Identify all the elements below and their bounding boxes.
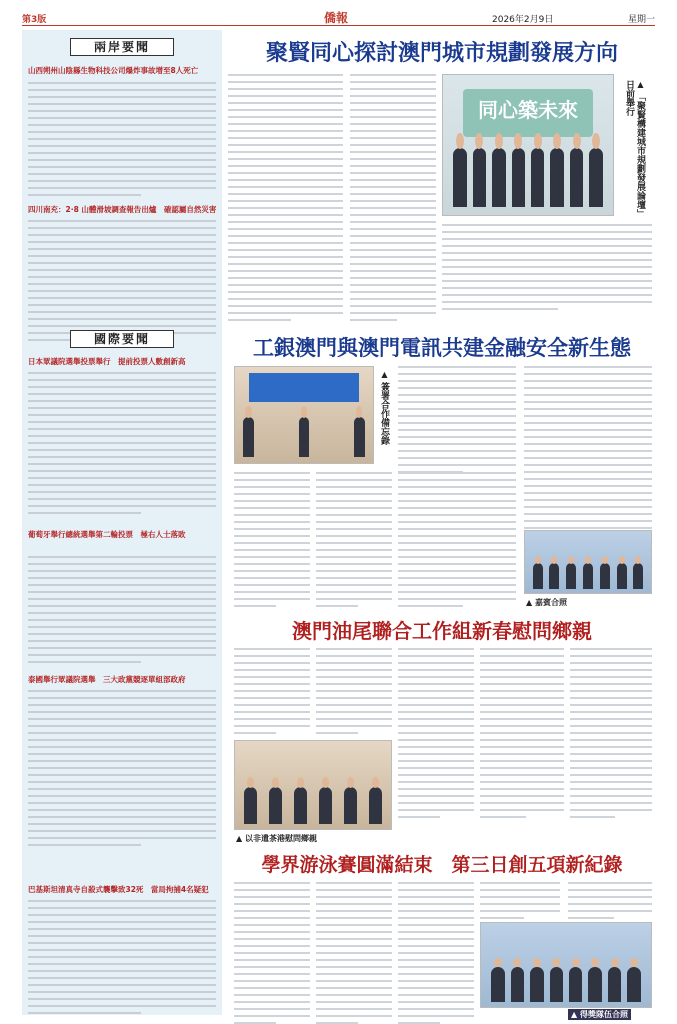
news-body (28, 556, 216, 668)
article-3-body (234, 648, 310, 739)
left-news-column (22, 30, 222, 1015)
article-4-photo (480, 922, 652, 1008)
article-4-body (568, 882, 652, 924)
news-body (28, 220, 216, 346)
section-heading-cross-strait: 兩岸要聞 (70, 38, 174, 56)
article-4-body (316, 882, 392, 1024)
article-2-photo (234, 366, 374, 464)
article-1-photo (442, 74, 614, 216)
triangle-marker-icon: ▲ (571, 1010, 578, 1019)
news-body (28, 372, 216, 519)
article-3-photo (234, 740, 392, 830)
triangle-marker-icon: ▲ (380, 370, 389, 379)
article-3-caption-text: 以非遺茶港慰問鄉親 (244, 834, 317, 843)
article-2-side-caption-text: 簽署合作備忘錄 (379, 382, 389, 446)
article-2-caption (526, 597, 567, 608)
article-3-body (398, 648, 474, 823)
main-news-column (228, 30, 656, 1019)
article-4-title: 學界游泳賽圓滿結束 第三日創五項新紀錄 (261, 854, 623, 876)
article-4-body (480, 882, 560, 924)
article-4-body (234, 882, 310, 1024)
article-1-body (442, 224, 652, 315)
news-headline: 巴基斯坦清真寺自殺式襲擊致32死 當局拘捕4名疑犯 (28, 885, 209, 894)
article-2-side-caption (378, 370, 390, 460)
newspaper-logo: 僑報 (324, 11, 349, 25)
article-4-caption (568, 1009, 631, 1020)
issue-date: 2026年2月9日 (492, 15, 554, 25)
signing-people (243, 417, 364, 457)
news-body (28, 82, 216, 201)
team-of-swimmers (491, 967, 641, 1002)
group-of-people (453, 148, 603, 207)
news-body (28, 690, 216, 851)
news-body (28, 900, 216, 1019)
article-4-caption-text: 得獎隊伍合照 (579, 1010, 628, 1019)
article-3-body (316, 648, 392, 739)
group-of-people (533, 563, 644, 589)
article-2-group-photo (524, 530, 652, 594)
article-2-caption-text: 嘉賓合照 (534, 598, 567, 607)
article-2-body (398, 472, 516, 612)
section-heading-international: 國際要聞 (70, 330, 174, 348)
article-2-body (398, 366, 516, 478)
article-1-body (350, 74, 436, 326)
news-headline: 葡萄牙舉行總統選舉第二輪投票 極右人士落敗 (28, 530, 186, 539)
article-1-caption-text: 「聚賢構建城市規劃發展論壇」日前舉行 (624, 80, 645, 214)
news-headline: 日本眾議院選舉投票舉行 提前投票人數創新高 (28, 357, 186, 366)
news-headline: 四川南充：2·8 山體滑坡調查報告出爐 確認屬自然災害 (28, 205, 217, 214)
article-2-title: 工銀澳門與澳門電訊共建金融安全新生態 (253, 336, 631, 360)
triangle-marker-icon: ▲ (526, 598, 533, 607)
forum-banner: 同心築未來 (463, 89, 592, 137)
article-4-body (398, 882, 474, 1024)
article-2-body (316, 472, 392, 612)
article-3-title: 澳門油尾聯合工作組新春慰問鄉親 (292, 619, 592, 643)
article-1-title: 聚賢同心探討澳門城市規劃發展方向 (265, 41, 618, 66)
issue-weekday: 星期一 (627, 15, 655, 25)
article-1-body (228, 74, 343, 326)
news-headline: 山西朔州山陰縣生物科技公司爆炸事故增至8人死亡 (28, 66, 199, 75)
article-1-caption (623, 80, 646, 215)
triangle-marker-icon: ▲ (236, 834, 243, 843)
group-of-people (244, 787, 381, 824)
triangle-marker-icon: ▲ (636, 80, 645, 89)
edition-label: 第3版 (22, 15, 47, 25)
article-3-caption (236, 833, 317, 844)
news-headline: 泰國舉行眾議院選舉 三大政黨競逐單組部政府 (28, 675, 186, 684)
article-3-body (480, 648, 564, 823)
backdrop-banner (249, 373, 359, 402)
article-2-body (234, 472, 310, 612)
page-header (22, 10, 655, 26)
article-3-body (570, 648, 652, 823)
